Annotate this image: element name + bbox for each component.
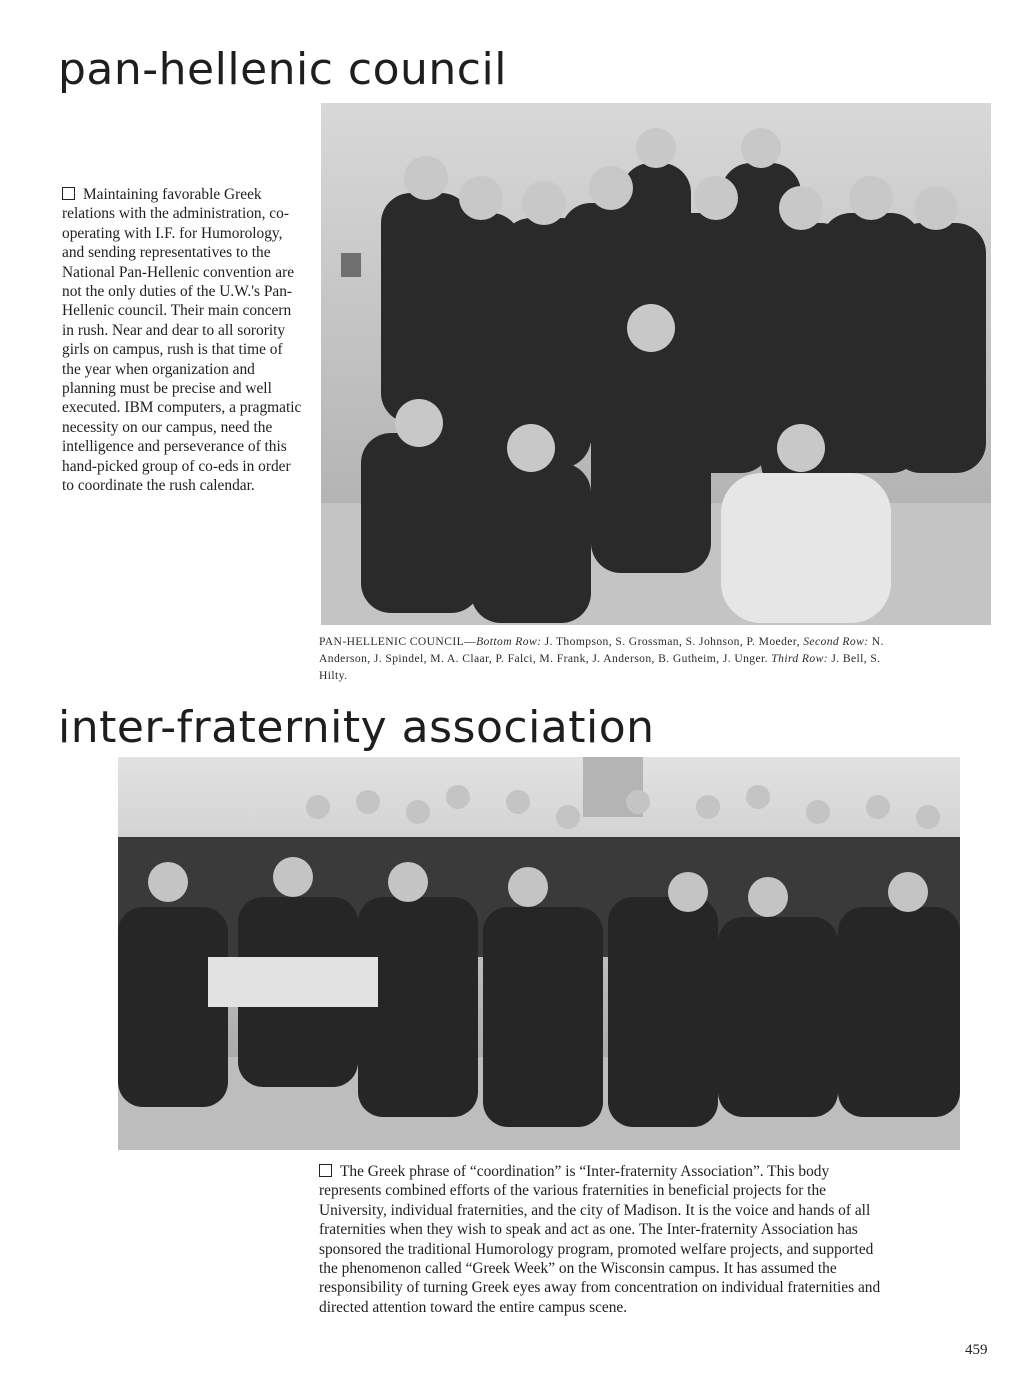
- caption-row2-label: Second Row:: [803, 635, 869, 648]
- inter-fraternity-paragraph-text: The Greek phrase of “coordination” is “Inter-fraternity Association”. This body represents combined efforts of the various fraternities in beneficial projects for the University, individual fraternities, and the city of Madison. It is the voice and hands of all fraternities when they wish to speak and act as one. The Inter-fraternity Association has sponsored the traditional Humorology program, promoted welfare projects, and supported the phenomenon called “Greek Week” on the Wisconsin campus. It has assumed the responsibility of turning Greek eyes away from concentration on individual fraternities and directed attention toward the entire campus scene.: [319, 1163, 881, 1316]
- pan-hellenic-paragraph: [62, 185, 302, 496]
- checkbox-bullet-icon: [319, 1164, 332, 1177]
- caption-group-name: PAN-HELLENIC COUNCIL—: [319, 635, 477, 648]
- section-heading-inter-fraternity: inter-fraternity association: [58, 702, 655, 753]
- inter-fraternity-paragraph: [319, 1162, 889, 1317]
- inter-fraternity-group-photo: [118, 757, 960, 1150]
- caption-row3-label: Third Row:: [771, 652, 828, 665]
- caption-row1-label: Bottom Row:: [476, 635, 542, 648]
- pan-hellenic-paragraph-text: Maintaining favorable Greek relations with the administration, co-operating with I.F. for Humorology, and sending representatives to the National Pan-Hellenic convention are not the only duties of the U.W.'s Pan-Hellenic council. Their main concern in rush. Near and dear to all sorority girls on campus, rush is that time of the year when organization and planning must be precise and well executed. IBM computers, a pragmatic necessity on our campus, need the intelligence and perseverance of this hand-picked group of co-eds in order to coordinate the rush calendar.: [62, 186, 302, 495]
- page-number: 459: [965, 1342, 988, 1358]
- photo-caption: [319, 633, 899, 684]
- section-heading-pan-hellenic: pan-hellenic council: [58, 44, 507, 95]
- caption-row2-names: N. Anderson, J. Spindel, M. A. Claar, P. Falci, M. Frank, J. Anderson, B. Gutheim, J. Unger.: [319, 635, 884, 665]
- checkbox-bullet-icon: [62, 187, 75, 200]
- pan-hellenic-group-photo: [321, 103, 991, 625]
- caption-row1-names: J. Thompson, S. Grossman, S. Johnson, P. Moeder,: [544, 635, 800, 648]
- caption-row3-names: J. Bell, S. Hilty.: [319, 652, 881, 682]
